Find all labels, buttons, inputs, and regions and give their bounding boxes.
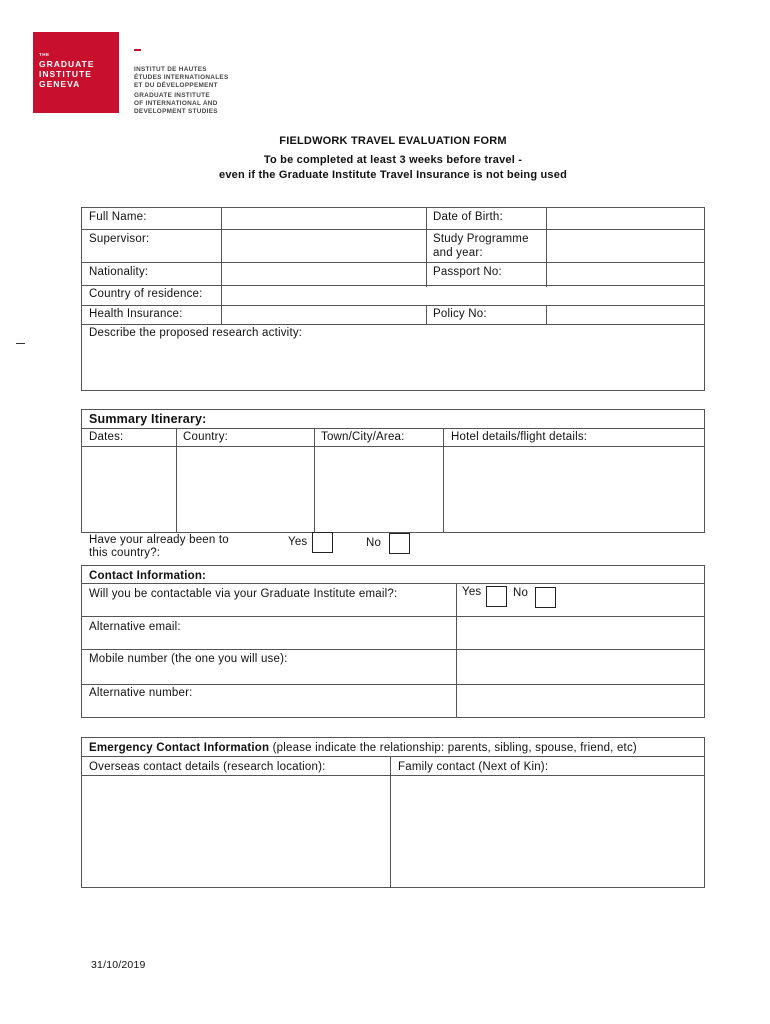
itinerary-dates-field[interactable]: [82, 447, 176, 532]
logo-accent-dash: [134, 49, 141, 51]
itinerary-col-dates: Dates:: [89, 431, 124, 443]
full-name-field[interactable]: [222, 208, 426, 229]
policy-no-label: Policy No:: [433, 308, 487, 320]
family-contact-field[interactable]: [391, 776, 704, 887]
institution-name-line: INSTITUT DE HAUTES: [134, 66, 207, 73]
country-of-residence-field[interactable]: [222, 286, 704, 305]
logo-line-1: GRADUATE: [39, 59, 95, 69]
alternative-number-field[interactable]: [457, 685, 704, 717]
emergency-heading-line: [89, 742, 637, 754]
email-question: Will you be contactable via your Graduate Institute email?:: [89, 588, 398, 600]
full-name-label: Full Name:: [89, 211, 147, 223]
institution-name-line: ET DU DÉVELOPPEMENT: [134, 82, 218, 89]
logo-line-3: GENEVA: [39, 79, 81, 89]
passport-no-field[interactable]: [547, 263, 704, 285]
email-no-checkbox[interactable]: [535, 587, 556, 608]
email-yes-label: Yes: [462, 586, 482, 598]
margin-mark: [16, 343, 25, 344]
country-of-residence-label: Country of residence:: [89, 288, 203, 300]
been-no-checkbox[interactable]: [389, 533, 410, 554]
email-no-label: No: [513, 587, 529, 599]
nationality-label: Nationality:: [89, 266, 149, 278]
supervisor-label: Supervisor:: [89, 233, 150, 245]
been-to-country-question: Have your already been to: [89, 534, 229, 546]
itinerary-town-field[interactable]: [315, 447, 443, 532]
itinerary-col-town: Town/City/Area:: [321, 431, 405, 443]
mobile-number-field[interactable]: [457, 650, 704, 684]
research-activity-field[interactable]: [82, 342, 704, 390]
alternative-email-field[interactable]: [457, 617, 704, 649]
been-yes-checkbox[interactable]: [312, 532, 333, 553]
family-contact-label: Family contact (Next of Kin):: [398, 761, 549, 773]
health-insurance-field[interactable]: [222, 306, 426, 324]
form-title: FIELDWORK TRAVEL EVALUATION FORM: [279, 135, 507, 147]
mobile-number-label: Mobile number (the one you will use):: [89, 653, 288, 665]
alternative-email-label: Alternative email:: [89, 621, 181, 633]
institution-name-line: ÉTUDES INTERNATIONALES: [134, 74, 229, 81]
policy-no-field[interactable]: [547, 306, 704, 324]
date-of-birth-label: Date of Birth:: [433, 211, 503, 223]
passport-no-label: Passport No:: [433, 266, 502, 278]
overseas-contact-label: Overseas contact details (research location):: [89, 761, 326, 773]
itinerary-col-hotel: Hotel details/flight details:: [451, 431, 588, 443]
study-programme-label: Study Programme: [433, 233, 529, 245]
been-to-country-question-2: this country?:: [89, 547, 161, 559]
overseas-contact-field[interactable]: [82, 776, 390, 887]
institution-name-line: DEVELOPMENT STUDIES: [134, 108, 218, 115]
been-yes-label: Yes: [288, 536, 308, 548]
nationality-field[interactable]: [222, 263, 426, 285]
email-yes-checkbox[interactable]: [486, 586, 507, 607]
footer-date: 31/10/2019: [91, 959, 146, 971]
study-programme-field[interactable]: [547, 230, 704, 262]
institution-name-line: GRADUATE INSTITUTE: [134, 92, 210, 99]
contact-heading: Contact Information:: [89, 570, 207, 582]
institute-logo: [33, 32, 119, 113]
itinerary-col-country: Country:: [183, 431, 229, 443]
itinerary-heading: Summary Itinerary:: [89, 412, 207, 426]
alternative-number-label: Alternative number:: [89, 687, 193, 699]
form-subtitle-1: To be completed at least 3 weeks before travel -: [263, 154, 523, 166]
research-activity-label: Describe the proposed research activity:: [89, 327, 303, 339]
form-subtitle-2: even if the Graduate Institute Travel Insurance is not being used: [219, 169, 567, 181]
institution-name-line: OF INTERNATIONAL AND: [134, 100, 218, 107]
itinerary-hotel-field[interactable]: [444, 447, 704, 532]
been-no-label: No: [366, 537, 382, 549]
logo-line-2: INSTITUTE: [39, 69, 92, 79]
health-insurance-label: Health Insurance:: [89, 308, 183, 320]
itinerary-country-field[interactable]: [177, 447, 314, 532]
date-of-birth-field[interactable]: [547, 208, 704, 229]
logo-the: THE: [39, 52, 50, 57]
emergency-heading: Emergency Contact Information: [89, 742, 270, 754]
supervisor-field[interactable]: [222, 230, 426, 262]
emergency-heading-note: (please indicate the relationship: parents, sibling, spouse, friend, etc): [272, 742, 637, 754]
study-programme-label-2: and year:: [433, 247, 483, 259]
